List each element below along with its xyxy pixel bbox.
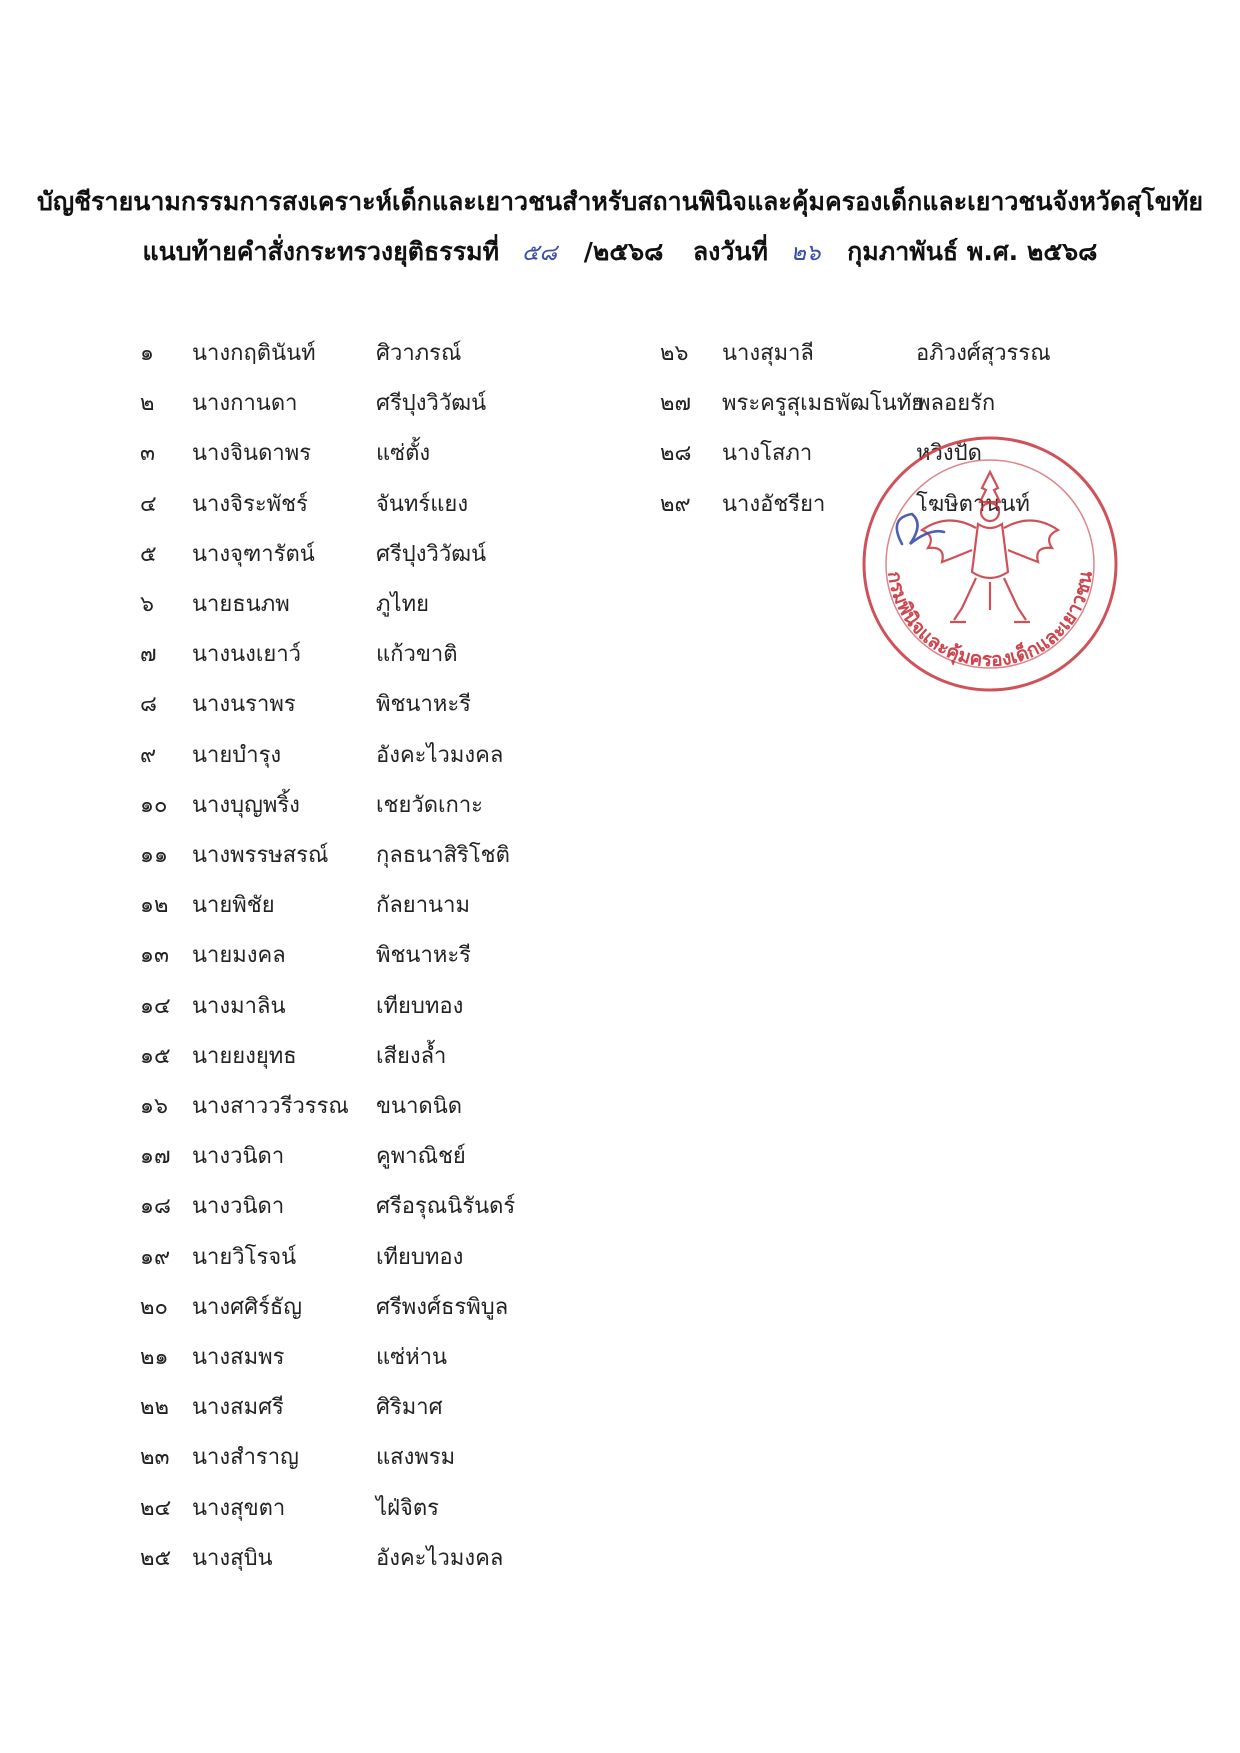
member-first-name: นางมาลิน — [192, 993, 286, 1019]
member-first-name: นายมงคล — [192, 943, 286, 969]
member-row — [140, 536, 660, 576]
member-first-name: นางจินดาพร — [192, 441, 312, 467]
date-month-year: กุมภาพันธ์ พ.ศ. ๒๕๖๘ — [847, 237, 1098, 266]
member-first-name: นางนราพร — [192, 692, 296, 718]
date-label: ลงวันที่ — [692, 237, 768, 266]
member-number: ๑๖ — [140, 1094, 168, 1119]
member-row — [140, 1540, 660, 1580]
member-number: ๒๖ — [660, 341, 689, 366]
signature-mark — [897, 514, 944, 544]
member-first-name: นางอัชรียา — [722, 491, 826, 517]
member-last-name: เชยวัดเกาะ — [376, 792, 483, 818]
member-first-name: นางบุญพริ้ง — [192, 792, 300, 818]
member-number: ๒๒ — [140, 1395, 170, 1421]
member-last-name: พิชนาหะรี — [376, 692, 471, 718]
member-first-name: นายพิชัย — [192, 893, 275, 919]
member-first-name: นายบำรุง — [192, 742, 282, 768]
member-row — [140, 1289, 660, 1329]
member-number: ๗ — [140, 642, 157, 668]
member-number: ๒๙ — [660, 491, 691, 517]
member-first-name: นางวนิดา — [192, 1144, 285, 1170]
member-number: ๒๕ — [140, 1545, 172, 1571]
member-row — [140, 586, 660, 626]
member-row — [140, 486, 660, 526]
order-number-handwritten: ๕๘ — [521, 240, 557, 266]
member-number: ๙ — [140, 742, 157, 768]
member-number: ๑๑ — [140, 843, 168, 868]
member-last-name: ศรีปุงวิวัฒน์ — [376, 541, 487, 567]
member-number: ๒๔ — [140, 1495, 172, 1521]
member-last-name: หวิงปัด — [916, 441, 982, 467]
member-row — [140, 988, 660, 1028]
member-first-name: นางโสภา — [722, 441, 813, 467]
member-last-name: กัลยานาม — [376, 893, 470, 919]
member-first-name: นางสุบิน — [192, 1545, 273, 1571]
member-number: ๘ — [140, 692, 157, 718]
member-last-name: ศรีปุงวิวัฒน์ — [376, 391, 487, 417]
date-day-handwritten: ๒๖ — [790, 240, 821, 266]
member-number: ๒ — [140, 391, 155, 417]
member-last-name: ภูไทย — [376, 592, 429, 617]
member-number: ๑๘ — [140, 1194, 171, 1220]
member-first-name: นางสุขตา — [192, 1495, 286, 1521]
member-first-name: นายยงยุทธ — [192, 1043, 297, 1069]
member-number: ๑๙ — [140, 1244, 171, 1270]
member-row — [140, 636, 660, 676]
member-last-name: อังคะไวมงคล — [376, 1545, 504, 1571]
member-row — [140, 937, 660, 977]
member-first-name: นางกฤตินันท์ — [192, 341, 316, 366]
member-number: ๔ — [140, 491, 157, 517]
document-title-line1: บัญชีรายนามกรรมการสงเคราะห์เด็กและเยาวชนสำหรับสถานพินิจและคุ้มครองเด็กและเยาวชนจังหวัดสุโขทัย — [36, 187, 1203, 216]
member-last-name: แก้วขาติ — [376, 642, 458, 668]
member-last-name: โฆษิตานนท์ — [916, 491, 1030, 517]
member-number: ๑๐ — [140, 792, 168, 818]
member-number: ๑๔ — [140, 993, 171, 1019]
member-row — [140, 1138, 660, 1178]
garuda-emblem-icon — [922, 472, 1058, 622]
member-row — [140, 1239, 660, 1279]
member-last-name: ศรีพงศ์ธรพิบูล — [376, 1294, 509, 1320]
member-first-name: นางวนิดา — [192, 1194, 285, 1220]
member-first-name: นางกานดา — [192, 391, 298, 417]
member-first-name: นางสำราญ — [192, 1445, 299, 1471]
member-number: ๑๒ — [140, 893, 169, 919]
member-row — [140, 1339, 660, 1379]
order-year: /๒๕๖๘ — [583, 237, 664, 266]
member-last-name: ศรีอรุณนิรันดร์ — [376, 1194, 516, 1220]
member-last-name: จันทร์แยง — [376, 491, 469, 517]
member-number: ๑๗ — [140, 1144, 171, 1170]
member-first-name: พระครูสุเมธพัฒโนทัย — [722, 391, 925, 417]
member-first-name: นายวิโรจน์ — [192, 1244, 297, 1270]
member-last-name: แซ่ห่าน — [376, 1345, 448, 1370]
member-last-name: ศิวาภรณ์ — [376, 341, 462, 366]
member-row — [140, 1038, 660, 1078]
member-row — [140, 1389, 660, 1429]
member-first-name: นางพรรษสรณ์ — [192, 843, 329, 868]
member-number: ๕ — [140, 541, 157, 567]
member-number: ๒๐ — [140, 1294, 168, 1320]
member-number: ๑๕ — [140, 1043, 171, 1069]
member-first-name: นางสุมาลี — [722, 341, 814, 366]
member-number: ๒๗ — [660, 391, 692, 417]
member-row — [660, 385, 1180, 425]
member-row — [140, 887, 660, 927]
member-last-name: ไฝ่จิตร — [376, 1495, 439, 1521]
member-last-name: อังคะไวมงคล — [376, 742, 504, 768]
member-first-name: นางจุฑารัตน์ — [192, 541, 315, 567]
member-number: ๖ — [140, 592, 154, 617]
member-first-name: นางจิระพัชร์ — [192, 491, 308, 517]
member-first-name: นางนงเยาว์ — [192, 642, 302, 668]
member-first-name: นางสมศรี — [192, 1395, 284, 1421]
document-title-line2 — [0, 232, 1240, 272]
member-first-name: นางศศิร์ธัญ — [192, 1294, 303, 1320]
member-first-name: นางสมพร — [192, 1345, 285, 1370]
member-number: ๒๘ — [660, 441, 692, 467]
seal-text: กรมพินิจและคุ้มครองเด็กและเยาวชน — [883, 569, 1097, 672]
member-row — [140, 435, 660, 475]
member-row — [140, 1439, 660, 1479]
member-last-name: เสียงล้ำ — [376, 1043, 447, 1069]
member-number: ๑๓ — [140, 943, 170, 969]
member-number: ๒๑ — [140, 1345, 169, 1370]
member-row — [140, 737, 660, 777]
member-first-name: นางสาววรีวรรณ — [192, 1094, 349, 1119]
member-row — [140, 686, 660, 726]
member-row — [140, 335, 660, 375]
member-first-name: นายธนภพ — [192, 592, 290, 617]
member-row — [140, 837, 660, 877]
member-row — [140, 1490, 660, 1530]
member-number: ๑ — [140, 341, 154, 366]
member-last-name: ศิริมาศ — [376, 1395, 443, 1421]
member-row — [140, 1188, 660, 1228]
member-last-name: กุลธนาสิริโชติ — [376, 843, 510, 868]
member-last-name: เทียบทอง — [376, 1244, 464, 1270]
member-last-name: คูพาณิชย์ — [376, 1144, 466, 1170]
official-seal — [858, 432, 1122, 696]
member-last-name: แสงพรม — [376, 1445, 456, 1471]
member-row — [140, 787, 660, 827]
order-prefix: แนบท้ายคำสั่งกระทรวงยุติธรรมที่ — [142, 237, 500, 266]
member-row — [660, 335, 1180, 375]
member-last-name: เทียบทอง — [376, 993, 464, 1019]
member-number: ๓ — [140, 441, 156, 467]
member-row — [140, 1088, 660, 1128]
member-last-name: พลอยรัก — [916, 391, 996, 417]
member-row — [140, 385, 660, 425]
member-last-name: แซ่ตั้ง — [376, 441, 431, 467]
member-number: ๒๓ — [140, 1445, 170, 1471]
member-last-name: พิชนาหะรี — [376, 943, 471, 969]
member-last-name: ขนาดนิด — [376, 1094, 463, 1119]
member-last-name: อภิวงศ์สุวรรณ — [916, 341, 1051, 366]
